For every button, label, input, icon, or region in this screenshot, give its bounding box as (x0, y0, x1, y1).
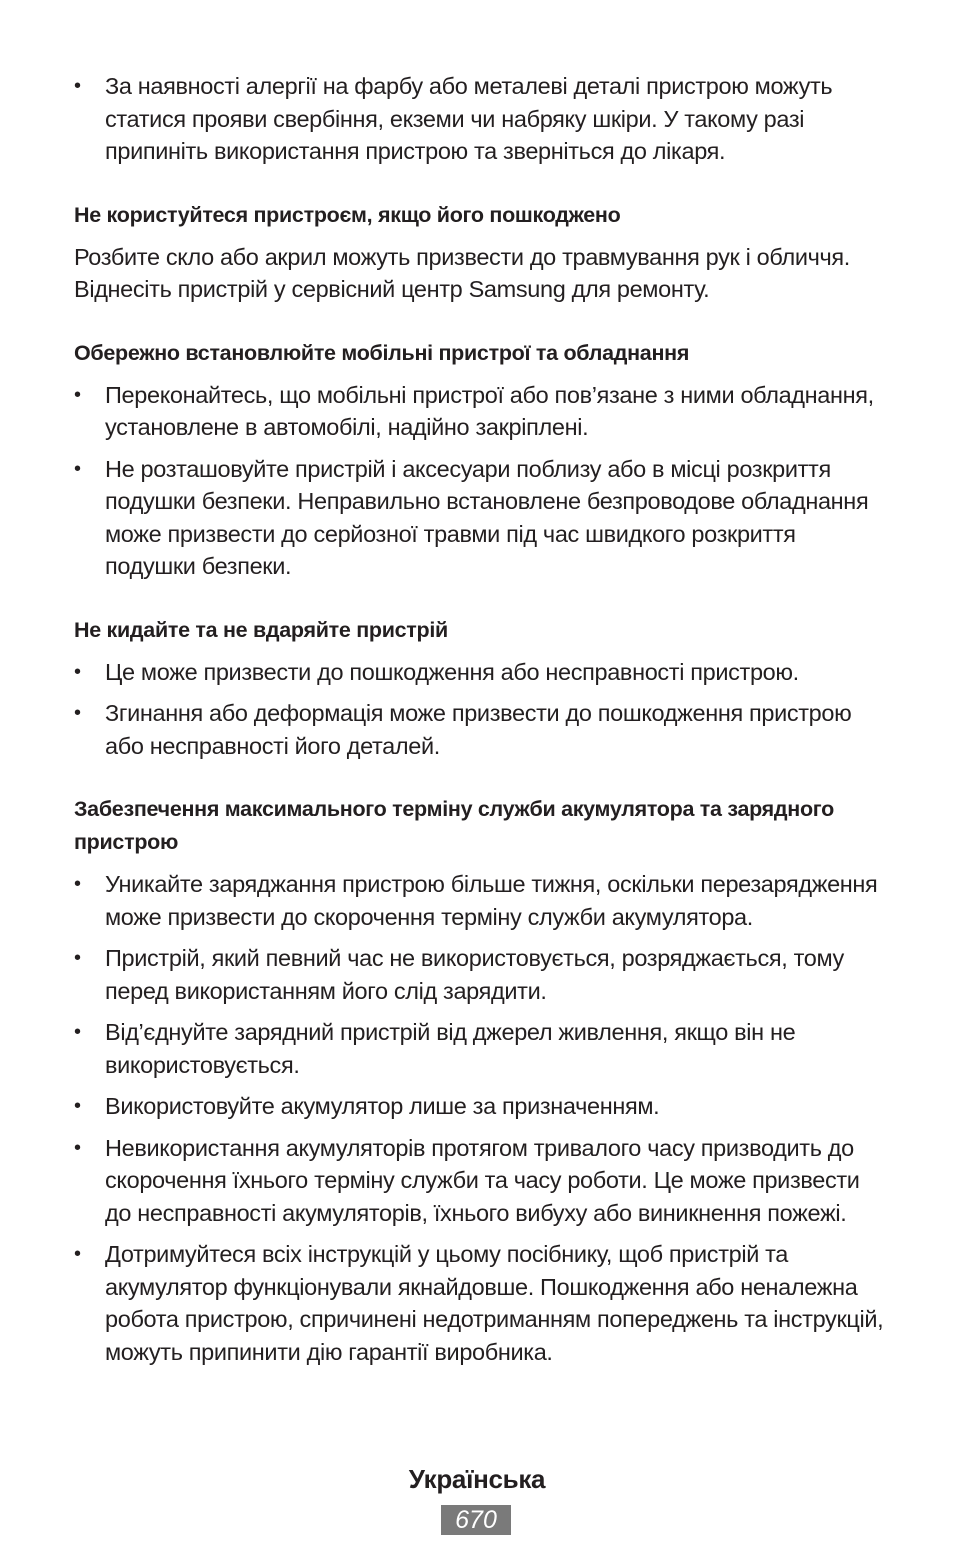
bullet-marker: • (74, 1136, 81, 1159)
list-item (74, 1090, 884, 1123)
footer-language-label: Українська (408, 1464, 546, 1494)
list-item (74, 379, 884, 444)
list-item (74, 656, 884, 689)
section-heading: Обережно встановлюйте мобільні пристрої та обладнання (74, 340, 690, 365)
bullet-marker: • (74, 383, 81, 406)
list-item-text: Дотримуйтеся всіх інструкцій у цьому посібнику, щоб пристрій та акумулятор функціонували якнайдовше. Пошкодження або неналежна робота пристрою, спричинені недотриманням попереджень та інструкцій, можуть припинити дію гарантії виробника. (105, 1241, 884, 1365)
list-item-text: За наявності алергії на фарбу або металеві деталі пристрою можуть статися прояви свербіння, екземи чи набряку шкіри. У такому разі припиніть використання пристрою та зверніться до лікаря. (105, 73, 833, 164)
list-item-text: Не розташовуйте пристрій і аксесуари поблизу або в місці розкриття подушки безпеки. Неправильно встановлене безпроводове обладнання може призвести до серйозної травми під час швидкого розкриття подушки безпеки. (105, 455, 869, 579)
page-content (74, 70, 884, 1377)
list-item (74, 868, 884, 933)
page-number: 670 (441, 1505, 511, 1535)
bullet-marker: • (74, 1021, 81, 1043)
bullet-marker: • (74, 457, 81, 480)
bullet-marker: • (74, 873, 81, 895)
list-item (74, 453, 884, 583)
list-item-text: Від’єднуйте зарядний пристрій від джерел живлення, якщо він не використовується. (105, 1019, 796, 1078)
section-heading: Забезпечення максимального терміну служби акумулятора та зарядного пристрою (74, 797, 834, 854)
bullet-marker: • (74, 947, 81, 969)
list-item-text: Невикористання акумуляторів протягом тривалого часу призводить до скорочення їхнього терміну служби та часу роботи. Це може призвести до несправності акумуляторів, їхнього вибуху або виникнення пожежі. (105, 1134, 860, 1226)
bullet-marker: • (74, 702, 81, 724)
list-item-text: Це може призвести до пошкодження або несправності пристрою. (105, 658, 799, 685)
bullet-marker: • (74, 1243, 81, 1265)
list-item (74, 1132, 884, 1230)
section-heading: Не кидайте та не вдаряйте пристрій (74, 617, 448, 642)
section-paragraph: Розбите скло або акрил можуть призвести до травмування рук і обличчя. Віднесіть пристрій у сервісний центр Samsung для ремонту. (74, 243, 850, 302)
list-item-text: Пристрій, який певний час не використовується, розряджається, тому перед використанням його слід зарядити. (105, 945, 844, 1004)
bullet-marker: • (74, 1095, 81, 1117)
bullet-marker: • (74, 75, 81, 97)
bullet-marker: • (74, 660, 81, 683)
list-item-text: Використовуйте акумулятор лише за призначенням. (105, 1093, 660, 1119)
list-item (74, 1238, 884, 1368)
section-heading: Не користуйтеся пристроєм, якщо його пошкоджено (74, 202, 621, 227)
list-item (74, 942, 884, 1007)
list-item (74, 697, 884, 762)
list-item (74, 70, 884, 168)
list-item-text: Переконайтесь, що мобільні пристрої або пов’язане з ними обладнання, установлене в автомобілі, надійно закріплені. (105, 381, 874, 440)
list-item-text: Уникайте заряджання пристрою більше тижня, оскільки перезарядження може призвести до скорочення терміну служби акумулятора. (105, 871, 878, 930)
list-item (74, 1016, 884, 1081)
list-item-text: Згинання або деформація може призвести до пошкодження пристрою або несправності його деталей. (105, 700, 852, 759)
